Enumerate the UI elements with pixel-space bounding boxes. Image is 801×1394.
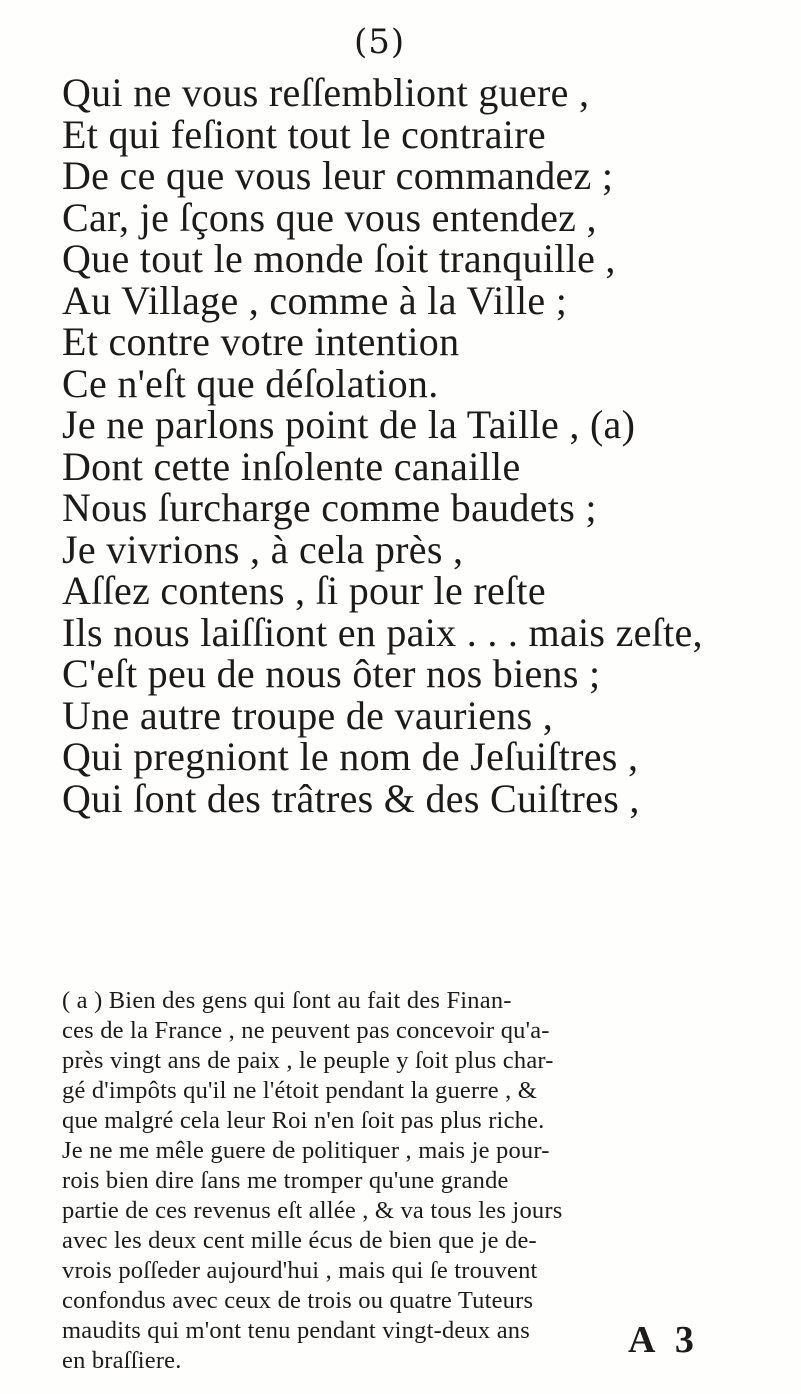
verse-line: Car, je ſçons que vous entendez , (62, 194, 597, 240)
verse-line: Qui ne vous reſſembliont guere , (62, 70, 590, 115)
verse-line: Je vivrions , à cela près , (62, 526, 464, 572)
verse-line: Et contre votre intention (62, 319, 460, 364)
signature-mark: A 3 (628, 1319, 700, 1361)
footnote-line: que malgré cela leur Roi n'en ſoit pas plus riche. (62, 1107, 545, 1134)
verse-line: Je ne parlons point de la Taille , (a) (62, 402, 636, 447)
footnote-line: ( a ) Bien des gens qui ſont au fait des Finan- (62, 987, 512, 1014)
verse-line: De ce que vous leur commandez ; (62, 153, 614, 198)
footnote-line: vrois poſſeder aujourd'hui , mais qui ſe trouvent (62, 1257, 538, 1284)
verse-line: Dont cette inſolente canaille (62, 443, 521, 489)
verse-line: Aſſez contens , ſi pour le reſte (62, 568, 546, 613)
footnote-line: près vingt ans de paix , le peuple y ſoit plus char- (62, 1047, 554, 1074)
verse-line: Ils nous laiſſiont en paix . . . mais zeſte, (62, 609, 703, 655)
verse-line: Nous ſurcharge comme baudets ; (62, 485, 597, 530)
verse-line: Qui ſont des trâtres & des Cuiſtres , (62, 775, 640, 821)
page-number: (5) (354, 22, 406, 62)
verse-line: Ce n'eſt que déſolation. (62, 360, 439, 406)
footnote-line: avec les deux cent mille écus de bien que je de- (62, 1227, 537, 1254)
verse-line: Au Village , comme à la Ville ; (62, 277, 568, 323)
footnote-line: maudits qui m'ont tenu pendant vingt-deux ans (62, 1317, 530, 1344)
footnote-line: partie de ces revenus eſt allée , & va tous les jours (62, 1197, 563, 1224)
verse-line: C'eſt peu de nous ôter nos biens ; (62, 651, 601, 696)
footnote-line: gé d'impôts qu'il ne l'étoit pendant la guerre , & (62, 1077, 538, 1104)
footnote-line: en braſſiere. (62, 1347, 182, 1374)
footnote-line: ces de la France , ne peuvent pas concevoir qu'a- (62, 1017, 550, 1044)
footnote-line: confondus avec ceux de trois ou quatre Tuteurs (62, 1287, 534, 1314)
footnote-line: rois bien dire ſans me tromper qu'une grande (62, 1167, 509, 1194)
footnote-line: Je ne me mêle guere de politiquer , mais je pour- (62, 1137, 550, 1164)
verse-block (62, 72, 762, 819)
verse-line: Une autre troupe de vauriens , (62, 692, 554, 738)
verse-line: Que tout le monde ſoit tranquille , (62, 236, 616, 281)
verse-line: Et qui feſiont tout le contraire (62, 111, 546, 157)
verse-line: Qui pregniont le nom de Jeſuiſtres , (62, 734, 639, 779)
